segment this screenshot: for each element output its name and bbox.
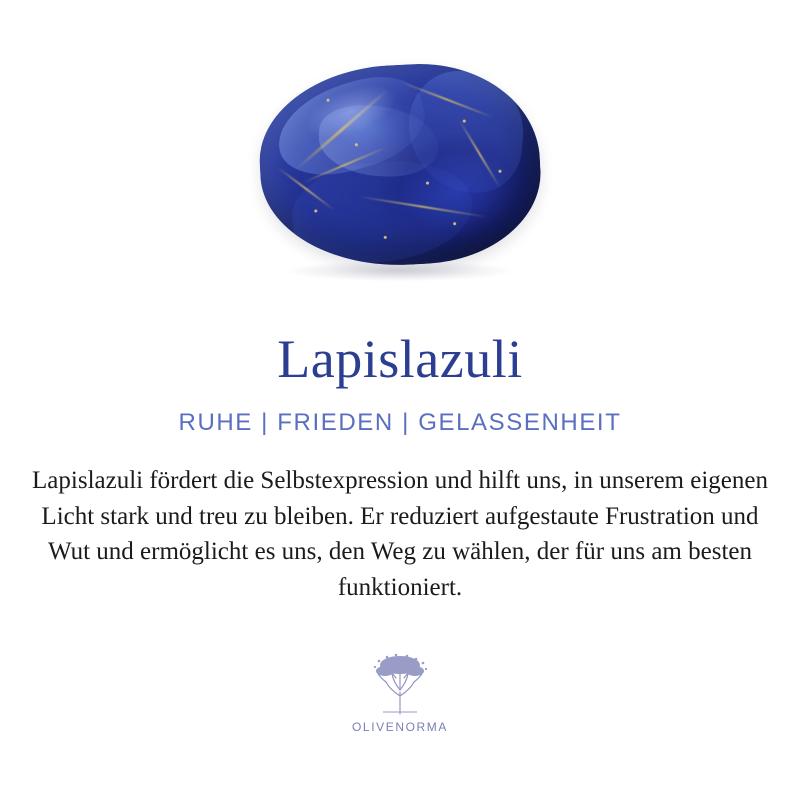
page-title: Lapislazuli xyxy=(277,329,523,389)
stone-illustration xyxy=(260,65,540,275)
pyrite-speck xyxy=(384,236,387,239)
stone-shadow xyxy=(286,261,514,281)
tree-of-life-icon xyxy=(363,652,437,718)
keyword-line: RUHE | FRIEDEN | GELASSENHEIT xyxy=(178,409,622,437)
lapis-lazuli-stone xyxy=(255,58,545,272)
brand-logo xyxy=(352,652,448,734)
brand-name: OLIVENORMA xyxy=(351,720,448,735)
stone-image-area xyxy=(0,0,800,330)
pyrite-speck xyxy=(355,143,358,146)
description-text: Lapislazuli fördert die Selbstexpression und hilft uns, in unserem eigenen Licht stark und treu zu bleiben. Er reduziert aufgestaute Frustration und Wut und ermöglicht es uns, den Weg zu wählen, der für uns am besten funktioniert. xyxy=(32,467,768,601)
